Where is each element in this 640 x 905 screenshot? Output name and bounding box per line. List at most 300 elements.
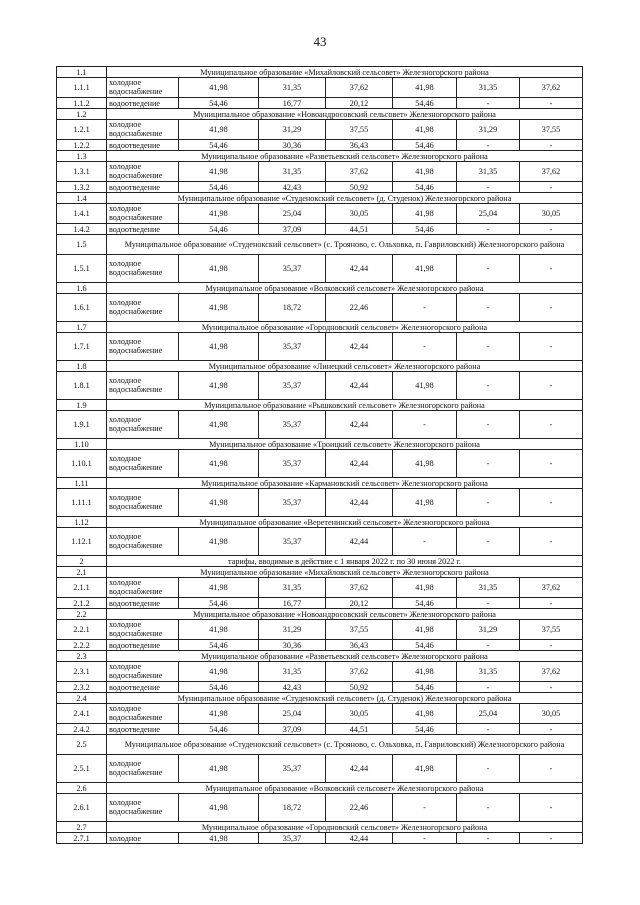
- tariff-value: 54,46: [179, 598, 259, 609]
- tariff-value: 30,05: [520, 204, 583, 224]
- row-number: 1.1: [57, 67, 107, 78]
- section-row: [57, 235, 583, 255]
- section-row: [57, 322, 583, 333]
- tariff-value: 37,62: [520, 578, 583, 598]
- tariff-value: 54,46: [393, 682, 457, 693]
- row-number: 1.5: [57, 235, 107, 255]
- tariff-value: 41,98: [393, 450, 457, 478]
- service-label: холодное водоснабжение: [107, 162, 179, 182]
- tariff-value: 35,37: [259, 411, 326, 439]
- tariff-table: [56, 66, 583, 844]
- tariff-value: -: [457, 528, 520, 556]
- tariff-value: 41,98: [393, 620, 457, 640]
- row-number: 2.4.2: [57, 724, 107, 735]
- tariff-value: 22,46: [326, 794, 393, 822]
- service-label: холодное водоснабжение: [107, 662, 179, 682]
- table-row: [57, 162, 583, 182]
- row-number: 1.7: [57, 322, 107, 333]
- row-number: 1.12.1: [57, 528, 107, 556]
- tariff-value: 36,43: [326, 640, 393, 651]
- section-title: Муниципальное образование «Студенокский сельсовет» (д. Студенок) Железногорского района: [107, 693, 583, 704]
- table-row: [57, 662, 583, 682]
- service-label: холодное водоснабжение: [107, 204, 179, 224]
- section-title: Муниципальное образование «Городновский сельсовет» Железногорского района: [107, 322, 583, 333]
- section-row: [57, 67, 583, 78]
- row-number: 1.7.1: [57, 333, 107, 361]
- section-title: Муниципальное образование «Городновский сельсовет» Железногорского района: [107, 822, 583, 833]
- row-number: 2.1.1: [57, 578, 107, 598]
- tariff-value: 41,98: [393, 662, 457, 682]
- tariff-value: 54,46: [393, 98, 457, 109]
- tariff-value: 35,37: [259, 528, 326, 556]
- tariff-value: -: [457, 372, 520, 400]
- tariff-value: 35,37: [259, 489, 326, 517]
- tariff-value: -: [520, 294, 583, 322]
- tariff-value: 20,12: [326, 98, 393, 109]
- service-label: водоотведение: [107, 598, 179, 609]
- row-number: 1.1.2: [57, 98, 107, 109]
- service-label: холодное водоснабжение: [107, 528, 179, 556]
- tariff-value: -: [457, 450, 520, 478]
- section-row: [57, 693, 583, 704]
- tariff-value: -: [457, 98, 520, 109]
- section-title: Муниципальное образование «Студенокский сельсовет» (д. Студенок) Железногорского района: [107, 193, 583, 204]
- tariff-value: 37,55: [326, 620, 393, 640]
- tariff-value: 37,62: [326, 662, 393, 682]
- tariff-value: 35,37: [259, 255, 326, 283]
- tariff-value: 41,98: [179, 489, 259, 517]
- section-title: Муниципальное образование «Студенокский сельсовет» (с. Трояново, с. Ольховка, п. Гавриловский) Железногорского района: [107, 235, 583, 255]
- tariff-value: 25,04: [259, 204, 326, 224]
- tariff-value: 30,36: [259, 640, 326, 651]
- tariff-value: 37,62: [520, 662, 583, 682]
- section-row: [57, 361, 583, 372]
- tariff-table-body: [57, 67, 583, 844]
- table-row: [57, 833, 583, 844]
- tariff-value: 41,98: [393, 704, 457, 724]
- row-number: 2.1: [57, 567, 107, 578]
- tariff-value: 31,29: [457, 120, 520, 140]
- row-number: 2.6.1: [57, 794, 107, 822]
- tariff-value: -: [457, 182, 520, 193]
- row-number: 2.4: [57, 693, 107, 704]
- tariff-value: 54,46: [179, 140, 259, 151]
- tariff-value: 31,29: [259, 620, 326, 640]
- service-label: водоотведение: [107, 724, 179, 735]
- table-row: [57, 682, 583, 693]
- tariff-value: 35,37: [259, 755, 326, 783]
- tariff-value: 41,98: [179, 78, 259, 98]
- row-number: 1.9.1: [57, 411, 107, 439]
- service-label: холодное водоснабжение: [107, 333, 179, 361]
- tariff-value: -: [520, 411, 583, 439]
- tariff-value: -: [457, 224, 520, 235]
- tariff-value: -: [520, 450, 583, 478]
- section-title: Муниципальное образование «Студенокский сельсовет» (с. Трояново, с. Ольховка, п. Гавриловский) Железногорского района: [107, 735, 583, 755]
- tariff-value: 25,04: [457, 204, 520, 224]
- tariff-value: 41,98: [179, 755, 259, 783]
- tariff-value: 54,46: [179, 640, 259, 651]
- table-row: [57, 140, 583, 151]
- table-row: [57, 78, 583, 98]
- tariff-value: -: [393, 528, 457, 556]
- service-label: холодное водоснабжение: [107, 294, 179, 322]
- section-title: Муниципальное образование «Новоандросовский сельсовет» Железногорского района: [107, 109, 583, 120]
- tariff-value: -: [457, 598, 520, 609]
- tariff-value: 35,37: [259, 450, 326, 478]
- tariff-value: 42,43: [259, 682, 326, 693]
- section-title: Муниципальное образование «Волковский сельсовет» Железногорского района: [107, 283, 583, 294]
- tariff-value: 42,44: [326, 333, 393, 361]
- table-row: [57, 528, 583, 556]
- tariff-value: 54,46: [179, 724, 259, 735]
- table-row: [57, 98, 583, 109]
- row-number: 1.3.2: [57, 182, 107, 193]
- row-number: 1.2: [57, 109, 107, 120]
- section-title: Муниципальное образование «Кармановский сельсовет» Железногорского района: [107, 478, 583, 489]
- table-row: [57, 704, 583, 724]
- table-row: [57, 255, 583, 283]
- table-row: [57, 794, 583, 822]
- tariff-value: 37,62: [326, 578, 393, 598]
- tariff-value: 54,46: [179, 224, 259, 235]
- tariff-value: 42,44: [326, 450, 393, 478]
- row-number: 1.9: [57, 400, 107, 411]
- tariff-value: 42,43: [259, 182, 326, 193]
- tariff-value: 41,98: [179, 120, 259, 140]
- tariff-value: 30,05: [520, 704, 583, 724]
- tariff-value: 20,12: [326, 598, 393, 609]
- tariff-value: 41,98: [179, 794, 259, 822]
- section-row: [57, 439, 583, 450]
- tariff-value: 42,44: [326, 833, 393, 844]
- section-row: [57, 283, 583, 294]
- tariff-value: 25,04: [259, 704, 326, 724]
- tariff-value: 41,98: [393, 372, 457, 400]
- row-number: 1.8.1: [57, 372, 107, 400]
- tariff-value: 37,09: [259, 724, 326, 735]
- tariff-value: 41,98: [179, 411, 259, 439]
- section-title: Муниципальное образование «Разветьевский сельсовет» Железногорского района: [107, 151, 583, 162]
- section-row: [57, 822, 583, 833]
- row-number: 2.5.1: [57, 755, 107, 783]
- tariff-value: 41,98: [393, 204, 457, 224]
- tariff-value: 41,98: [179, 204, 259, 224]
- tariff-value: -: [520, 833, 583, 844]
- tariff-value: 42,44: [326, 255, 393, 283]
- tariff-value: 31,35: [259, 662, 326, 682]
- service-label: водоотведение: [107, 98, 179, 109]
- table-row: [57, 204, 583, 224]
- tariff-value: -: [457, 333, 520, 361]
- tariff-value: 41,98: [179, 528, 259, 556]
- tariff-value: 31,35: [457, 162, 520, 182]
- tariff-value: 41,98: [393, 255, 457, 283]
- tariff-value: -: [457, 833, 520, 844]
- tariff-value: 31,29: [259, 120, 326, 140]
- tariff-value: -: [520, 255, 583, 283]
- tariff-value: 37,55: [520, 620, 583, 640]
- service-label: водоотведение: [107, 640, 179, 651]
- tariff-value: 37,62: [520, 78, 583, 98]
- table-row: [57, 411, 583, 439]
- tariff-value: 31,35: [457, 662, 520, 682]
- tariff-value: -: [457, 294, 520, 322]
- tariff-value: -: [393, 333, 457, 361]
- row-number: 2.3: [57, 651, 107, 662]
- section-row: [57, 735, 583, 755]
- tariff-value: 30,05: [326, 204, 393, 224]
- tariff-value: 37,62: [326, 78, 393, 98]
- tariff-value: 42,44: [326, 372, 393, 400]
- tariff-value: -: [520, 528, 583, 556]
- table-row: [57, 450, 583, 478]
- row-number: 1.4.1: [57, 204, 107, 224]
- row-number: 2.2: [57, 609, 107, 620]
- table-row: [57, 755, 583, 783]
- table-row: [57, 224, 583, 235]
- tariff-value: 42,44: [326, 489, 393, 517]
- tariff-value: -: [393, 411, 457, 439]
- row-number: 2.3.2: [57, 682, 107, 693]
- table-row: [57, 120, 583, 140]
- service-label: холодное водоснабжение: [107, 450, 179, 478]
- tariff-value: 54,46: [179, 682, 259, 693]
- tariff-value: 18,72: [259, 294, 326, 322]
- section-row: [57, 609, 583, 620]
- section-title: Муниципальное образование «Разветьевский сельсовет» Железногорского района: [107, 651, 583, 662]
- row-number: 2.3.1: [57, 662, 107, 682]
- tariff-value: 41,98: [179, 620, 259, 640]
- section-title: Муниципальное образование «Веретенинский сельсовет» Железногорского района: [107, 517, 583, 528]
- page-number: 43: [313, 34, 327, 49]
- tariff-value: 22,46: [326, 294, 393, 322]
- section-title: Муниципальное образование «Линецкий сельсовет» Железногорского района: [107, 361, 583, 372]
- row-number: 2.4.1: [57, 704, 107, 724]
- service-label: водоотведение: [107, 182, 179, 193]
- tariff-value: 30,36: [259, 140, 326, 151]
- tariff-value: -: [520, 682, 583, 693]
- service-label: холодное водоснабжение: [107, 704, 179, 724]
- row-number: 1.6: [57, 283, 107, 294]
- tariff-value: 54,46: [393, 724, 457, 735]
- tariff-value: 31,29: [457, 620, 520, 640]
- table-row: [57, 620, 583, 640]
- tariff-value: 41,98: [179, 372, 259, 400]
- tariff-value: -: [393, 794, 457, 822]
- table-row: [57, 182, 583, 193]
- tariff-value: -: [457, 724, 520, 735]
- tariff-value: 41,98: [179, 162, 259, 182]
- table-row: [57, 489, 583, 517]
- tariff-value: 42,44: [326, 411, 393, 439]
- tariff-value: 41,98: [179, 662, 259, 682]
- row-number: 1.12: [57, 517, 107, 528]
- tariff-value: 31,35: [259, 578, 326, 598]
- tariff-value: 41,98: [393, 162, 457, 182]
- section-row: [57, 517, 583, 528]
- section-row: [57, 478, 583, 489]
- tariff-value: 30,05: [326, 704, 393, 724]
- tariff-value: -: [520, 333, 583, 361]
- row-number: 1.6.1: [57, 294, 107, 322]
- row-number: 1.4.2: [57, 224, 107, 235]
- row-number: 1.11.1: [57, 489, 107, 517]
- tariff-value: -: [520, 489, 583, 517]
- section-title: тарифы, вводимые в действие с 1 января 2022 г. по 30 июня 2022 г.: [107, 556, 583, 567]
- section-title: Муниципальное образование «Волковский сельсовет» Железногорского района: [107, 783, 583, 794]
- section-title: Муниципальное образование «Троицкий сельсовет» Железногорского района: [107, 439, 583, 450]
- service-label: холодное водоснабжение: [107, 411, 179, 439]
- tariff-value: 41,98: [179, 333, 259, 361]
- tariff-value: 54,46: [393, 140, 457, 151]
- section-row: [57, 651, 583, 662]
- tariff-value: 18,72: [259, 794, 326, 822]
- tariff-value: 41,98: [179, 294, 259, 322]
- service-label: водоотведение: [107, 224, 179, 235]
- service-label: водоотведение: [107, 140, 179, 151]
- row-number: 1.8: [57, 361, 107, 372]
- tariff-value: -: [457, 411, 520, 439]
- table-row: [57, 333, 583, 361]
- tariff-value: 31,35: [259, 162, 326, 182]
- section-row: [57, 556, 583, 567]
- service-label: холодное водоснабжение: [107, 489, 179, 517]
- tariff-value: 35,37: [259, 372, 326, 400]
- tariff-value: 16,77: [259, 98, 326, 109]
- row-number: 1.5.1: [57, 255, 107, 283]
- tariff-value: 37,62: [326, 162, 393, 182]
- row-number: 2.7: [57, 822, 107, 833]
- section-row: [57, 783, 583, 794]
- tariff-value: -: [520, 140, 583, 151]
- tariff-value: -: [520, 224, 583, 235]
- section-title: Муниципальное образование «Новоандросовский сельсовет» Железногорского района: [107, 609, 583, 620]
- tariff-value: 16,77: [259, 598, 326, 609]
- tariff-value: 25,04: [457, 704, 520, 724]
- row-number: 2.2.1: [57, 620, 107, 640]
- service-label: холодное водоснабжение: [107, 578, 179, 598]
- tariff-value: 44,51: [326, 724, 393, 735]
- tariff-value: -: [520, 640, 583, 651]
- service-label: холодное: [107, 833, 179, 844]
- tariff-value: -: [520, 182, 583, 193]
- service-label: холодное водоснабжение: [107, 372, 179, 400]
- tariff-value: 35,37: [259, 333, 326, 361]
- tariff-value: 31,35: [457, 578, 520, 598]
- section-row: [57, 193, 583, 204]
- tariff-value: 41,98: [393, 489, 457, 517]
- row-number: 1.10.1: [57, 450, 107, 478]
- row-number: 1.4: [57, 193, 107, 204]
- tariff-value: 54,46: [179, 98, 259, 109]
- table-row: [57, 578, 583, 598]
- tariff-value: -: [520, 598, 583, 609]
- tariff-value: -: [457, 682, 520, 693]
- section-title: Муниципальное образование «Михайловский сельсовет» Железногорского района: [107, 567, 583, 578]
- table-row: [57, 372, 583, 400]
- tariff-value: -: [457, 140, 520, 151]
- service-label: холодное водоснабжение: [107, 794, 179, 822]
- tariff-value: -: [457, 640, 520, 651]
- row-number: 2.6: [57, 783, 107, 794]
- tariff-value: 54,46: [393, 182, 457, 193]
- row-number: 2.7.1: [57, 833, 107, 844]
- tariff-value: 41,98: [393, 578, 457, 598]
- row-number: 1.11: [57, 478, 107, 489]
- tariff-value: 37,55: [520, 120, 583, 140]
- tariff-value: 50,92: [326, 682, 393, 693]
- tariff-value: 41,98: [179, 578, 259, 598]
- tariff-value: 41,98: [179, 833, 259, 844]
- table-row: [57, 640, 583, 651]
- service-label: холодное водоснабжение: [107, 255, 179, 283]
- tariff-value: 42,44: [326, 528, 393, 556]
- tariff-value: 54,46: [393, 640, 457, 651]
- tariff-value: -: [457, 755, 520, 783]
- service-label: холодное водоснабжение: [107, 120, 179, 140]
- tariff-value: -: [520, 724, 583, 735]
- tariff-value: -: [520, 755, 583, 783]
- section-title: Муниципальное образование «Рышковский сельсовет» Железногорского района: [107, 400, 583, 411]
- tariff-value: 37,55: [326, 120, 393, 140]
- row-number: 1.2.1: [57, 120, 107, 140]
- tariff-value: 41,98: [393, 755, 457, 783]
- tariff-value: -: [520, 794, 583, 822]
- tariff-value: 37,62: [520, 162, 583, 182]
- table-row: [57, 724, 583, 735]
- section-row: [57, 151, 583, 162]
- row-number: 1.3: [57, 151, 107, 162]
- tariff-value: 36,43: [326, 140, 393, 151]
- row-number: 2.2.2: [57, 640, 107, 651]
- tariff-value: 54,46: [179, 182, 259, 193]
- tariff-value: 54,46: [393, 224, 457, 235]
- tariff-value: -: [520, 372, 583, 400]
- section-row: [57, 400, 583, 411]
- row-number: 2: [57, 556, 107, 567]
- tariff-value: 35,37: [259, 833, 326, 844]
- tariff-value: 50,92: [326, 182, 393, 193]
- row-number: 1.1.1: [57, 78, 107, 98]
- table-row: [57, 598, 583, 609]
- tariff-value: 37,09: [259, 224, 326, 235]
- tariff-value: -: [393, 294, 457, 322]
- row-number: 2.1.2: [57, 598, 107, 609]
- row-number: 2.5: [57, 735, 107, 755]
- service-label: холодное водоснабжение: [107, 620, 179, 640]
- tariff-value: -: [457, 489, 520, 517]
- tariff-value: 42,44: [326, 755, 393, 783]
- table-row: [57, 294, 583, 322]
- tariff-value: -: [520, 98, 583, 109]
- tariff-value: 31,35: [259, 78, 326, 98]
- service-label: холодное водоснабжение: [107, 78, 179, 98]
- row-number: 1.2.2: [57, 140, 107, 151]
- tariff-value: -: [393, 833, 457, 844]
- tariff-value: 31,35: [457, 78, 520, 98]
- section-row: [57, 567, 583, 578]
- tariff-value: 54,46: [393, 598, 457, 609]
- tariff-value: 41,98: [393, 78, 457, 98]
- section-title: Муниципальное образование «Михайловский сельсовет» Железногорского района: [107, 67, 583, 78]
- tariff-value: 41,98: [179, 255, 259, 283]
- service-label: водоотведение: [107, 682, 179, 693]
- service-label: холодное водоснабжение: [107, 755, 179, 783]
- tariff-value: -: [457, 255, 520, 283]
- tariff-value: 41,98: [179, 450, 259, 478]
- tariff-value: 41,98: [393, 120, 457, 140]
